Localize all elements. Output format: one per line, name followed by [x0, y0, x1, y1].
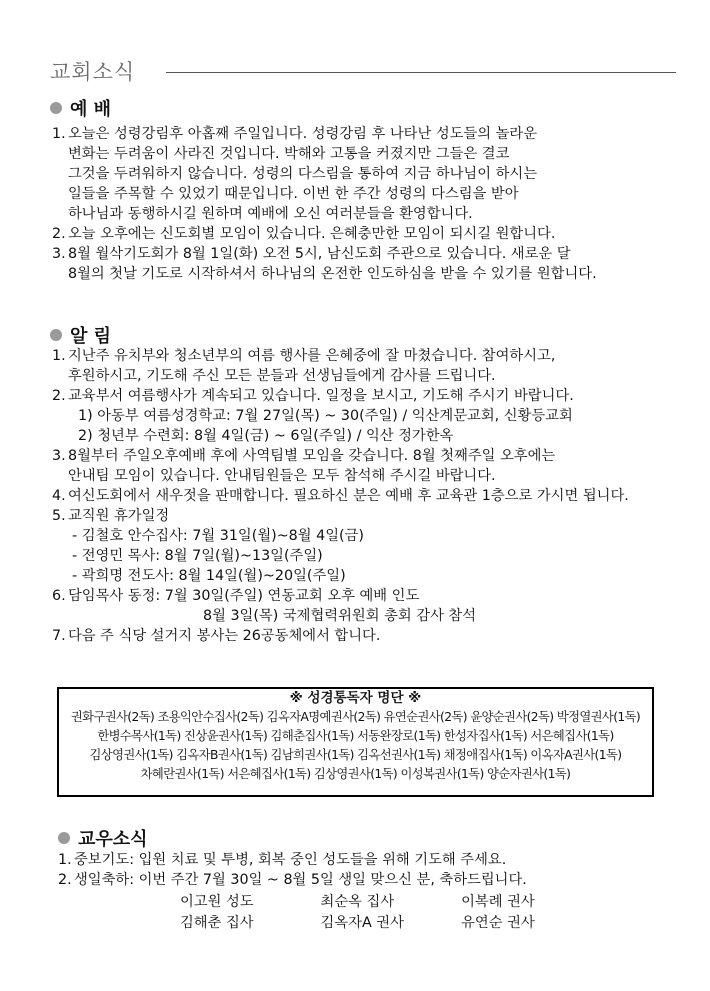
birthday-name: 이복례 권사: [461, 894, 535, 910]
notice-text: 담임목사 동정: 7월 30일(주일) 연동교회 오후 예배 인도: [68, 588, 420, 604]
birthday-name: 유연순 권사: [461, 915, 535, 931]
parish-line: 중보기도: 입원 치료 및 투병, 회복 중인 성도들을 위해 기도해 주세요.: [74, 852, 507, 868]
notice-text: - 전영민 목사: 8월 7일(월)~13일(주일): [72, 548, 323, 564]
notice-line: [52, 526, 672, 546]
parish-heading-label: 교우소식: [78, 829, 148, 850]
notice-text: 지난주 유치부와 청소년부의 여름 행사를 은혜중에 잘 마쳤습니다. 참여하시고,: [68, 348, 556, 364]
birthday-list: [180, 892, 535, 934]
notice-text: 후원하시고, 기도해 주신 모든 분들과 선생님들에게 감사를 드립니다.: [68, 368, 496, 384]
notice-line: [52, 486, 672, 506]
notice-text: - 김철호 안수집사: 7월 31일(월)~8월 4일(금): [72, 528, 365, 544]
notice-text: 안내팀 모임이 있습니다. 안내팀원들은 모두 참석해 주시길 바랍니다.: [68, 468, 496, 484]
bible-reading-title: ※ 성경통독자 명단 ※: [289, 690, 422, 706]
list-item: 2. 오늘 오후에는 신도회별 모임이 있습니다. 은혜충만한 모임이 되시길 원합니다.: [52, 224, 672, 244]
parish-heading: [58, 825, 148, 851]
worship-heading-label: 예 배: [70, 99, 112, 120]
notice-line: [52, 466, 672, 486]
parish-list: [58, 850, 668, 890]
notice-text: 여신도회에서 새우젓을 판매합니다. 필요하신 분은 예배 후 교육관 1층으로 가시면 됩니다.: [68, 488, 629, 504]
notice-line: [52, 366, 672, 386]
notice-number: 6.: [52, 588, 66, 604]
notice-text: 교육부서 여름행사가 계속되고 있습니다. 일정을 보시고, 기도해 주시기 바랍니다.: [68, 388, 574, 404]
birthday-name: 이고원 성도: [180, 894, 254, 910]
notice-number: 1.: [52, 348, 66, 364]
notice-number: 7.: [52, 628, 66, 644]
notice-number: 2.: [52, 388, 66, 404]
notice-text: - 곽희명 전도사: 8월 14일(월)~20일(주일): [72, 568, 346, 584]
notice-line: [52, 406, 672, 426]
notice-line: [52, 426, 672, 446]
circle-bullet-icon: [50, 329, 62, 341]
notice-text: 2) 청년부 수련회: 8월 4일(금) ~ 6일(주일) / 익산 정가한옥: [78, 428, 454, 444]
notice-line: [52, 446, 672, 466]
notice-list: [52, 346, 672, 646]
bible-reading-box: [57, 687, 654, 797]
notice-number: 5.: [52, 508, 66, 524]
worship-line: 그것을 두려워하지 않습니다. 성령의 다스림을 통하여 지금 하나님이 하시는: [68, 166, 538, 182]
notice-text: 8월 3일(목) 국제협력위원회 총회 감사 참석: [203, 608, 477, 624]
notice-line: [52, 566, 672, 586]
worship-heading: [50, 95, 111, 121]
circle-bullet-icon: [50, 102, 62, 114]
reader-line: 한병수목사(1독) 진상윤권사(1독) 김해춘집사(1독) 서동완장로(1독) 한성자집사(1독) 서은혜집사(1독): [97, 729, 614, 743]
birthday-name: 최순옥 집사: [320, 894, 395, 910]
notice-heading: [50, 322, 111, 348]
notice-text: 다음 주 식당 설거지 봉사는 26공동체에서 합니다.: [68, 628, 381, 644]
birthday-name: 김해춘 집사: [180, 915, 254, 931]
parish-line: 생일축하: 이번 주간 7월 30일 ~ 8월 5일 생일 맞으신 분, 축하드립니다.: [74, 872, 527, 888]
notice-line: [52, 506, 672, 526]
notice-line: [52, 386, 672, 406]
birthday-row: [180, 892, 535, 913]
page-title: 교회소식: [50, 60, 136, 84]
notice-text: 교직원 휴가일정: [68, 508, 170, 524]
reader-line: 권화구권사(2독) 조용익안수집사(2독) 김옥자A명예권사(2독) 유연순권사(2독) 윤양순권사(2독) 박정열권사(1독): [70, 710, 641, 724]
notice-number: 3.: [52, 448, 66, 464]
notice-text: 8월부터 주일오후예배 후에 사역팀별 모임을 갖습니다. 8월 첫째주일 오후에는: [68, 448, 556, 464]
list-item: 3. 8월 월삭기도회가 8월 1일(화) 오전 5시, 남신도회 주관으로 있습니다. 새로운 달 8월의 첫날 기도로 시작하셔서 하나님의 온전한 인도하심을 받을 수 있기를 원합니다.: [52, 244, 672, 284]
notice-line: [52, 546, 672, 566]
worship-line: 8월의 첫날 기도로 시작하셔서 하나님의 온전한 인도하심을 받을 수 있기를 원합니다.: [68, 266, 597, 282]
worship-line: 하나님과 동행하시길 원하며 예배에 오신 여러분들을 환영합니다.: [68, 206, 473, 222]
notice-line: [52, 586, 672, 606]
circle-bullet-icon: [58, 832, 70, 844]
birthday-row: [180, 913, 535, 934]
worship-line: 오늘은 성령강림후 아홉째 주일입니다. 성령강림 후 나타난 성도들의 놀라운: [68, 126, 538, 142]
reader-line: 차혜란권사(1독) 서은혜집사(1독) 김상영권사(1독) 이성복권사(1독) 양순자권사(1독): [140, 767, 571, 781]
worship-line: 일들을 주목할 수 있었기 때문입니다. 이번 한 주간 성령의 다스림을 받아: [68, 186, 519, 202]
title-divider: [166, 72, 676, 73]
reader-line: 김상영권사(1독) 김옥자B권사(1독) 김남희권사(1독) 김옥선권사(1독) 채정애집사(1독) 이옥자A권사(1독): [89, 748, 622, 762]
notice-line: [52, 626, 672, 646]
worship-line: 오늘 오후에는 신도회별 모임이 있습니다. 은혜충만한 모임이 되시길 원합니다.: [68, 226, 556, 242]
list-item: 2. 생일축하: 이번 주간 7월 30일 ~ 8월 5일 생일 맞으신 분, 축하드립니다.: [58, 870, 668, 890]
list-item: 1. 오늘은 성령강림후 아홉째 주일입니다. 성령강림 후 나타난 성도들의 놀라운 변화는 두려움이 사라진 것입니다. 박해와 고통을 커졌지만 그들은 결코 그것을 두려워하지 않습니다. 성령의 다스림을 통하여 지금 하나님이 하시는 일들을 주목할 수 있었기 때문입니다. 이번 한 주간 성령의 다스림을 받아 하나님과 동행하시길 원하며 예배에 오신 여러분들을 환영합니다.: [52, 124, 672, 224]
worship-line: 변화는 두려움이 사라진 것입니다. 박해와 고통을 커졌지만 그들은 결코: [68, 146, 510, 162]
notice-line: [52, 606, 672, 626]
worship-list: [52, 124, 672, 284]
birthday-name: 김옥자A 권사: [320, 915, 404, 931]
worship-line: 8월 월삭기도회가 8월 1일(화) 오전 5시, 남신도회 주관으로 있습니다. 새로운 달: [68, 246, 571, 262]
notice-heading-label: 알 림: [70, 326, 112, 347]
notice-number: 4.: [52, 488, 66, 504]
notice-line: [52, 346, 672, 366]
list-item: 1. 중보기도: 입원 치료 및 투병, 회복 중인 성도들을 위해 기도해 주세요.: [58, 850, 668, 870]
notice-text: 1) 아동부 여름성경학교: 7월 27일(목) ~ 30(주일) / 익산계문교회, 신황등교회: [78, 408, 573, 424]
